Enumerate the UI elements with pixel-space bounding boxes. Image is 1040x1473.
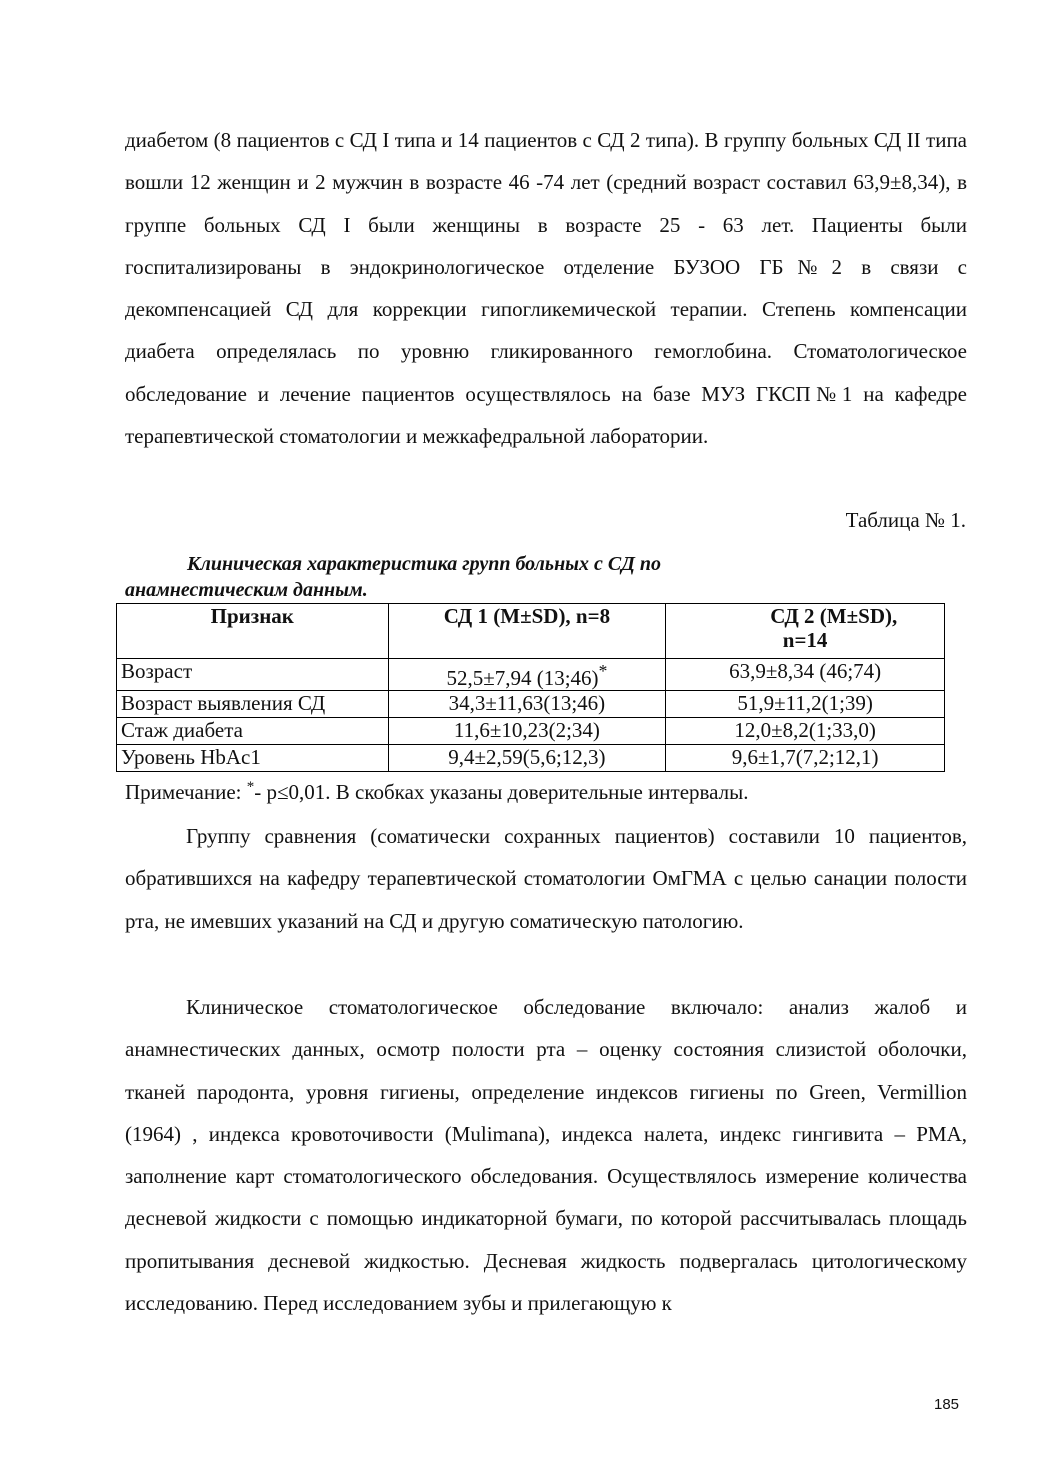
table-title — [125, 551, 805, 603]
row-label: Возраст выявления СД — [117, 691, 389, 718]
table-title-line1: Клиническая характеристика групп больных с СД по — [187, 553, 662, 575]
row-sd1-value: 11,6±10,23(2;34) — [388, 718, 666, 745]
table-row — [117, 745, 945, 772]
row-sd2-value: 9,6±1,7(7,2;12,1) — [666, 745, 945, 772]
header-sd1: СД 1 (M±SD), n=8 — [388, 604, 666, 659]
paragraph-examination: Клиническое стоматологическое обследование включало: анализ жалоб и анамнестических данных, осмотр полости рта – оценку состояния слизистой оболочки, тканей пародонта, уровня гигиены, определение индексов гигиены по Green, Vermillion (1964) , индекса кровоточивости (Mulimana), индекса налета, индекс гингивита – PMA, заполнение карт стоматологического обследования. Осуществлялось измерение количества десневой жидкости с помощью индикаторной бумаги, по которой рассчитывалась площадь пропитывания десневой жидкостью. Десневая жидкость подвергалась цитологическому исследованию. Перед исследованием зубы и прилегающую к — [125, 995, 967, 1316]
note-prefix: Примечание: — [125, 780, 247, 804]
header-sd2 — [666, 604, 945, 659]
row-label: Уровень HbAc1 — [117, 745, 389, 772]
row-sd2-value: 12,0±8,2(1;33,0) — [666, 718, 945, 745]
note-text: - p≤0,01. В скобках указаны доверительные интервалы. — [254, 780, 749, 804]
header-sd2-line1: СД 2 (M±SD), — [770, 604, 898, 628]
row-label: Возраст — [117, 659, 389, 691]
row-sd1-value: 9,4±2,59(5,6;12,3) — [388, 745, 666, 772]
header-sd2-line2: n=14 — [782, 628, 828, 652]
table-header-row — [117, 604, 945, 659]
table-row — [117, 659, 945, 691]
header-feature: Признак — [117, 604, 389, 659]
table-row — [117, 718, 945, 745]
note-mark: * — [246, 779, 255, 795]
row-sd1-value — [388, 659, 666, 691]
row-sd2-value: 51,9±11,2(1;39) — [666, 691, 945, 718]
row-sd2-value: 63,9±8,34 (46;74) — [666, 659, 945, 691]
clinical-characteristics-table — [116, 603, 945, 772]
table-row — [117, 691, 945, 718]
table-caption-number: Таблица № 1. — [845, 508, 966, 532]
paragraph-patients-groups: диабетом (8 пациентов с СД I типа и 14 пациентов с СД 2 типа). В группу больных СД II типа вошли 12 женщин и 2 мужчин в возрасте 46 -74 лет (средний возраст составил 63,9±8,34), в группе больных СД I были женщины в возрасте 25 - 63 лет. Пациенты были госпитализированы в эндокринологическое отделение БУЗОО ГБ№2 в связи с декомпенсацией СД для коррекции гипогликемической терапии. Степень компенсации диабета определялась по уровню гликированного гемоглобина. Стоматологическое обследование и лечение пациентов осуществлялось на базе МУЗ ГКСП№1 на кафедре терапевтической стоматологии и межкафедральной лаборатории. — [125, 128, 967, 449]
row-label: Стаж диабета — [117, 718, 389, 745]
page-number: 185 — [934, 1396, 960, 1413]
table-title-line2: анамнестическим данным. — [125, 579, 368, 601]
sd1-value-text: 52,5±7,94 (13;46) — [446, 666, 599, 690]
table-note — [125, 779, 749, 805]
significance-mark: * — [598, 661, 608, 681]
row-sd1-value: 34,3±11,63(13;46) — [388, 691, 666, 718]
paragraph-comparison-group: Группу сравнения (соматически сохранных пациентов) составили 10 пациентов, обратившихся на кафедру терапевтической стоматологии ОмГМА с целью санации полости рта, не имевших указаний на СД и другую соматическую патологию. — [125, 824, 967, 933]
